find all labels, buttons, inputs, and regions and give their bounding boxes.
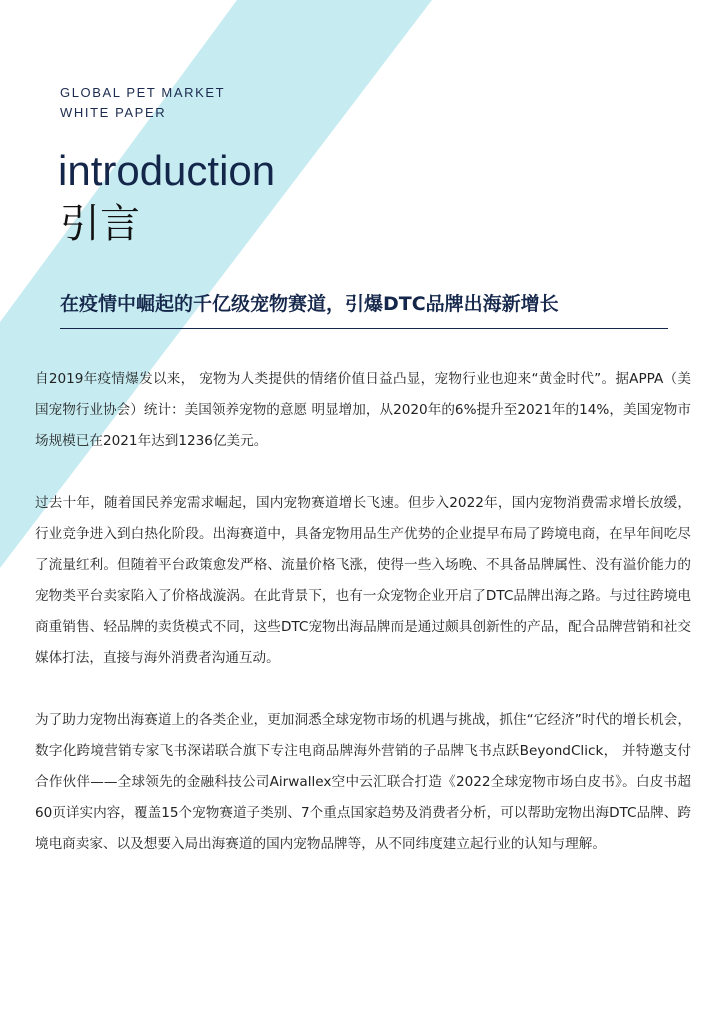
body-text [35, 364, 691, 891]
page-title-english: introduction [58, 147, 276, 194]
section-subtitle: 在疫情中崛起的千亿级宠物赛道，引爆DTC品牌出海新增长 [60, 293, 559, 315]
report-header-label [60, 83, 225, 123]
paragraph-1: 自2019年疫情爆发以来， 宠物为人类提供的情绪价值日益凸显，宠物行业也迎来“黄金时代”。据APPA（美国宠物行业协会）统计：美国领养宠物的意愿 明显增加，从2020年的6%提升至2021年的14%，美国宠物市场规模已在2021年达到1236亿美元。 [35, 371, 691, 449]
page-title-chinese: 引言 [60, 201, 140, 247]
header-line-2: WHITE PAPER [60, 105, 167, 120]
paragraph-3: 为了助力宠物出海赛道上的各类企业，更加洞悉全球宠物市场的机遇与挑战，抓住“它经济”时代的增长机会，数字化跨境营销专家飞书深诺联合旗下专注电商品牌海外营销的子品牌飞书点跃BeyondClick， 并特邀支付合作伙伴——全球领先的金融科技公司Airwallex空中云汇联合打造《2022全球宠物市场白皮书》。白皮书超60页详实内容，覆盖15个宠物赛道子类别、7个重点国家趋势及消费者分析，可以帮助宠物出海DTC品牌、跨境电商卖家、以及想要入局出海赛道的国内宠物品牌等，从不同纬度建立起行业的认知与理解。 [35, 712, 691, 852]
subtitle-divider [60, 328, 668, 329]
paragraph-2: 过去十年，随着国民养宠需求崛起，国内宠物赛道增长飞速。但步入2022年，国内宠物消费需求增长放缓，行业竞争进入到白热化阶段。出海赛道中，具备宠物用品生产优势的企业提早布局了跨境电商，在早年间吃尽了流量红利。但随着平台政策愈发严格、流量价格飞涨，使得一些入场晚、不具备品牌属性、没有溢价能力的宠物类平台卖家陷入了价格战漩涡。在此背景下，也有一众宠物企业开启了DTC品牌出海之路。与过往跨境电商重销售、轻品牌的卖货模式不同，这些DTC宠物出海品牌而是通过颇具创新性的产品，配合品牌营销和社交媒体打法，直接与海外消费者沟通互动。 [35, 495, 691, 666]
header-line-1: GLOBAL PET MARKET [60, 85, 226, 100]
